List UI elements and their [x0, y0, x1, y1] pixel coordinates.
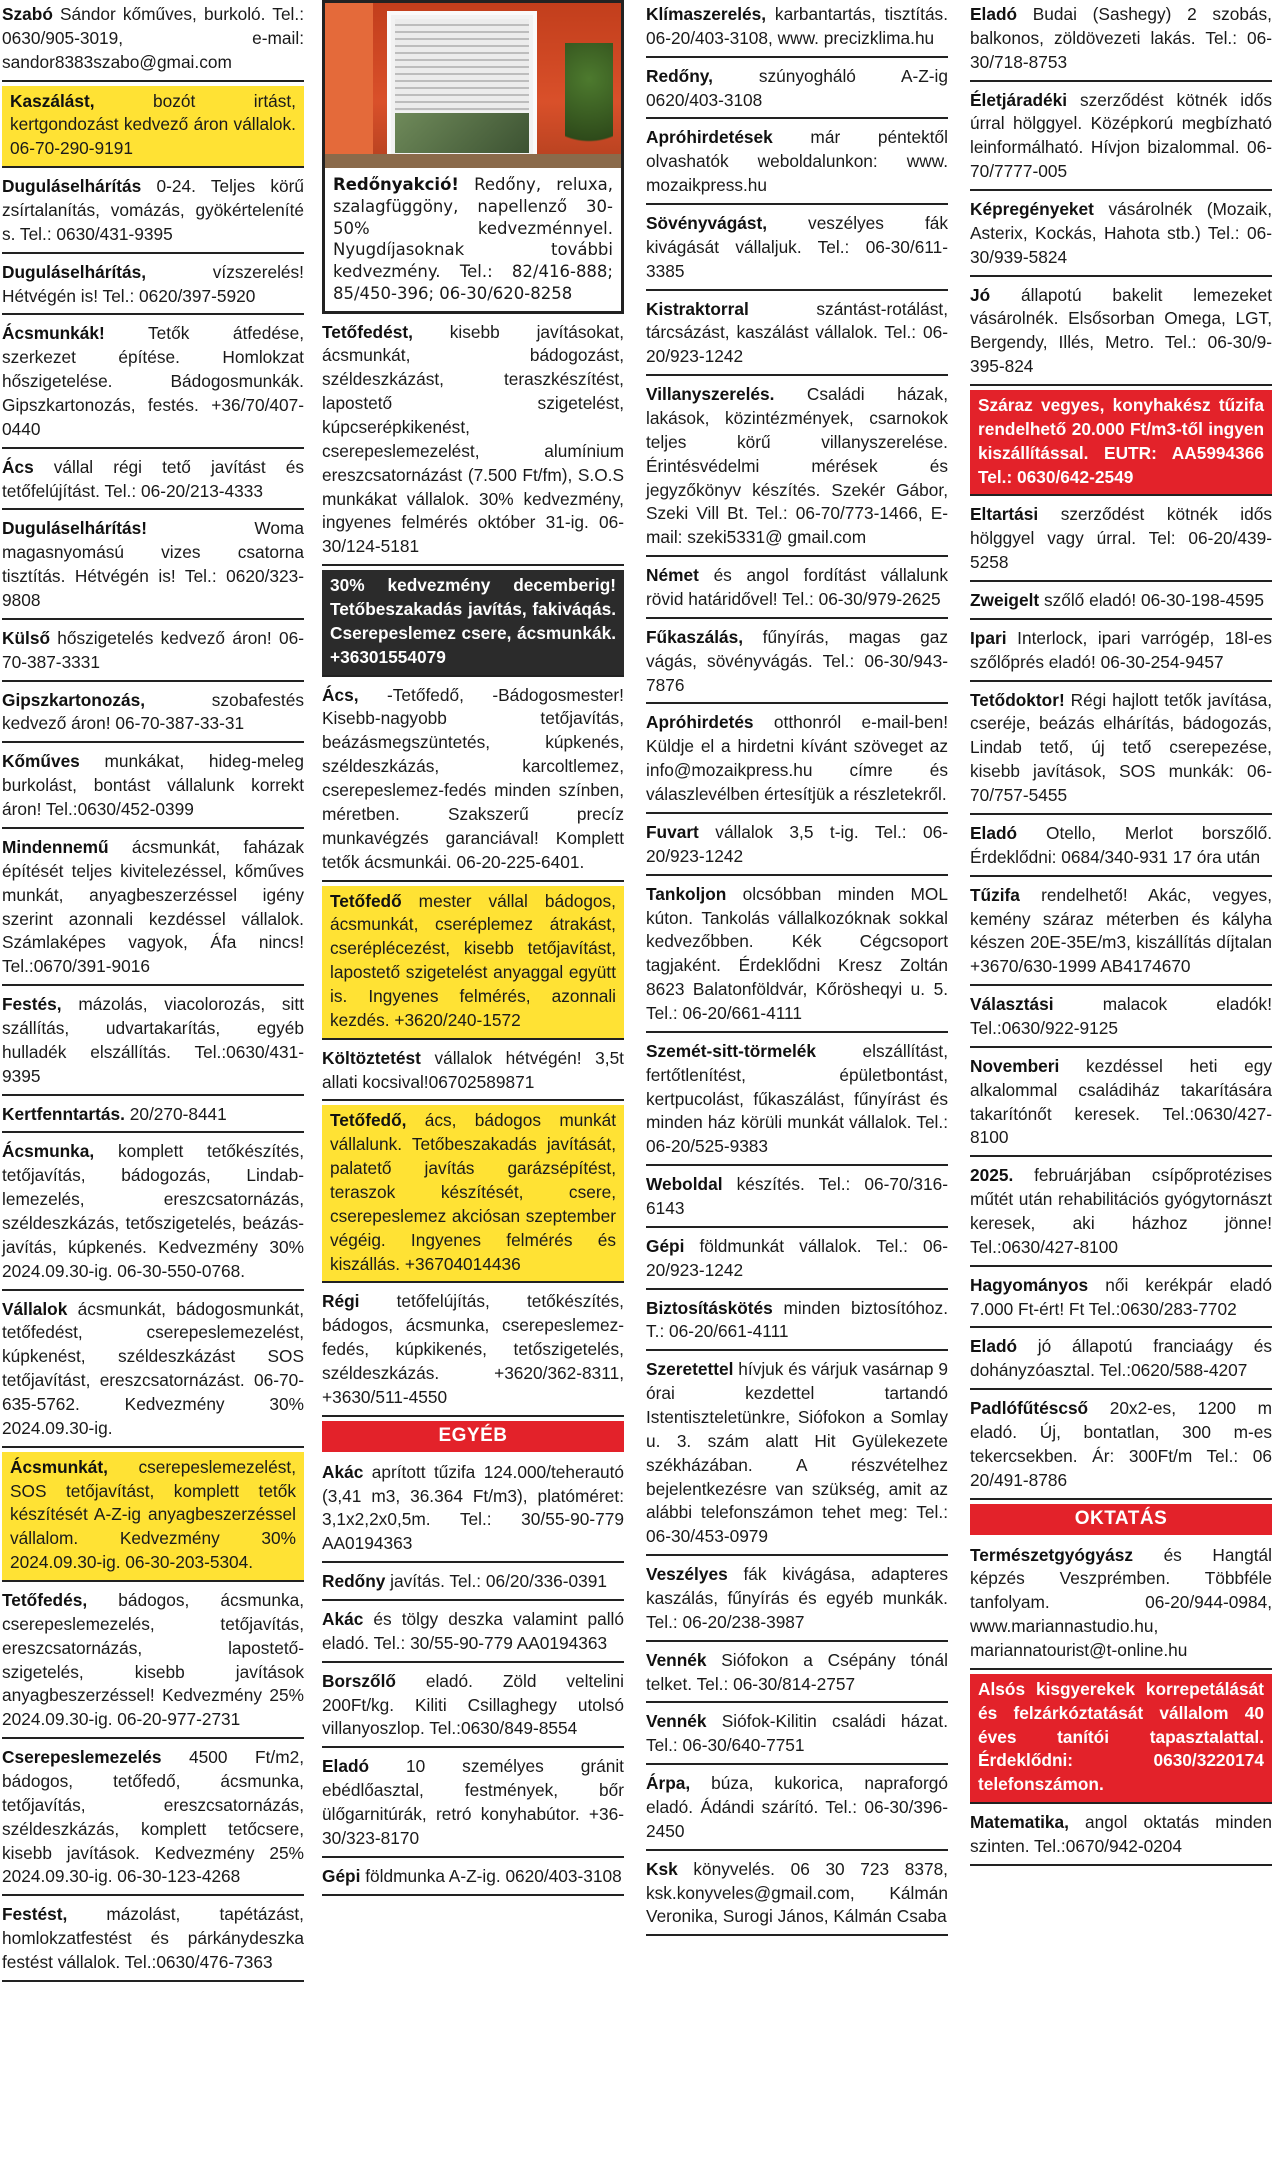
classified-ad [970, 624, 1272, 682]
window-shutter-photo [325, 3, 621, 168]
classified-ad [646, 380, 948, 557]
classified-ad [646, 123, 948, 205]
ad-body: szőlő eladó! 06-30-198-4595 [1039, 590, 1264, 611]
ad-body: rendelhető! Akác, vegyes, kemény száraz méterben és kályha készen 20E-35E/m3, kiszállítás díjtalan +3670/630-1999 AB4174670 [970, 884, 1272, 977]
ad-body: Woma magasnyomású vizes csatorna tisztítás. Hétvégén is! Tel.: 0620/323-9808 [2, 518, 304, 611]
classified-ad [970, 1674, 1272, 1804]
ad-body: vállalok 3,5 t-ig. Tel.: 06-20/923-1242 [646, 821, 948, 866]
classified-ad [970, 390, 1272, 496]
ad-body: vállal régi tető javítást és tetőfelújítást. Tel.: 06-20/213-4333 [2, 456, 304, 501]
ad-body: Interlock, ipari varrógép, 18l-es szőlőprés eladó! 06-30-254-9457 [970, 627, 1272, 672]
ad-lead: Tankoljon [646, 883, 727, 904]
ad-body: otthonról e-mail-ben! Küldje el a hirdetni kívánt szöveget az info@mozaikpress.hu címre és válaszlevélben értesítjük a részletekről. [646, 712, 948, 805]
ad-lead: Borszőlő [322, 1670, 396, 1691]
ad-lead: Eladó [970, 822, 1018, 843]
ad-lead: Választási [970, 994, 1054, 1015]
classified-ad [2, 453, 304, 511]
classified-ad [322, 1862, 624, 1896]
classified-ad [2, 1295, 304, 1448]
classified-ad [2, 990, 304, 1095]
ad-body: és angol fordítást vállalunk rövid határidővel! Tel.: 06-30/979-2625 [646, 565, 948, 610]
ad-lead: Ács [2, 456, 34, 477]
ad-lead: Tetőfedő [330, 890, 402, 911]
ad-body: már péntektől olvashatók weboldalunkon: www. mozaikpress.hu [646, 127, 948, 196]
ad-body: fák kivágása, adapteres kaszálás, fűnyírás és egyéb munkák. Tel.: 06-20/238-3987 [646, 1564, 948, 1632]
ad-lead: Akác [322, 1608, 364, 1629]
ad-lead: Gépi [322, 1865, 361, 1886]
ad-body: minden biztosítóhoz. T.: 06-20/661-4111 [646, 1297, 948, 1342]
classified-ad [322, 1105, 624, 1283]
ad-body: Családi házak, lakások, közintézmények, csarnokok teljes körű villanyszerelése. Érintésvédelmi mérések és jegyzőkönyv készítés. Szekér Gábor, Szeki Vill Bt. Tel.: 06-70/773-1466, E-mail: szeki5331@ gmail.com [646, 384, 948, 548]
ad-lead: Költöztetést [322, 1047, 421, 1068]
ad-body: szerződést kötnék idős hölggyel vagy úrral. Tel: 06-20/439-5258 [970, 504, 1272, 573]
ad-lead: Tetőfedés, [2, 1589, 88, 1610]
ad-body: jó állapotú franciaágy és dohányzóasztal. Tel.:0620/588-4207 [970, 1336, 1272, 1381]
column-4 [970, 0, 1272, 1870]
classified-ad [322, 1044, 624, 1102]
ad-lead: Ácsmunkát, [10, 1456, 108, 1477]
classified-ad [646, 1855, 948, 1937]
classified-ad [2, 1586, 304, 1739]
ad-body: karbantartás, tisztítás. 06-20/403-3108, www. precizklima.hu [646, 4, 948, 48]
ad-body: fűnyírás, magas gaz vágás, sövényvágás. Tel.: 06-30/943-7876 [646, 626, 948, 695]
ad-lead: Gépi [646, 1235, 685, 1256]
ad-body: szántást-rotálást, tárcsázást, kaszálást vállalok. Tel.: 06-20/923-1242 [646, 298, 948, 367]
classified-ad [970, 1541, 1272, 1670]
ad-body: szerződést kötnék idős úrral hölggyel. Középkorú megbízható leinformálható. Hívjon bizalommal. 06-70/7777-005 [970, 89, 1272, 182]
classified-ad [970, 1052, 1272, 1157]
ad-body: ács, bádogos munkát vállalunk. Tetőbeszakadás javítását, palatető javítás garázsépítést, teraszok készítését, csere, cserepeslemez akciósan szeptember végéig. Ingyenes felmérés és kiszállás. +36704014436 [330, 1110, 616, 1274]
classified-ad [2, 624, 304, 682]
ad-lead: Eladó [970, 4, 1018, 24]
classified-ad [322, 681, 624, 882]
classified-ad [322, 318, 624, 567]
ad-body: mester vállal bádogos, ácsmunkát, cseréplemez átrakást, cseréplécezést, kisebb tetőjavítást, lapostető szigetelést anyaggal együtt is. Ingyenes felmérés, azonnali kezdés. +3620/240-1572 [330, 890, 616, 1030]
column-4-ads-b [970, 1541, 1272, 1866]
classified-ad [646, 1560, 948, 1642]
ad-body: készítés. Tel.: 06-70/316-6143 [646, 1174, 948, 1218]
classified-ad [322, 886, 624, 1040]
classified-ad [646, 0, 948, 58]
column-2-ads-a [322, 318, 624, 1417]
ad-lead: Cserepeslemezelés [2, 1747, 162, 1768]
ad-body: munkákat, hideg-meleg burkolást, bontást vállalunk korrekt áron! Tel.:0630/452-0399 [2, 751, 304, 820]
ad-lead: Biztosításkötés [646, 1297, 773, 1318]
classified-ad [2, 319, 304, 448]
classified-ad [2, 0, 304, 82]
ad-lead: Német [646, 565, 699, 586]
ad-lead: Gipszkartonozás, [2, 689, 146, 710]
ad-body: Budai (Sashegy) 2 szobás, balkonos, zöldövezeti lakás. Tel.: 06-30/718-8753 [970, 4, 1272, 72]
classified-ad [646, 1769, 948, 1851]
ad-lead: Matematika, [970, 1812, 1069, 1833]
ad-body: szobafestés kedvező áron! 06-70-387-33-31 [2, 689, 304, 734]
ad-body: angol oktatás minden szinten. Tel.:0670/942-0204 [970, 1812, 1272, 1856]
ad-lead: Kaszálást, [10, 90, 95, 111]
ad-lead: Ipari [970, 627, 1007, 648]
ad-lead: Novemberi [970, 1055, 1060, 1076]
ad-lead: Ácsmunka, [2, 1141, 95, 1162]
ad-lead: Tetőfedő, [330, 1110, 407, 1131]
classified-ad [322, 570, 624, 676]
ad-body: komplett tetőkészítés, tetőjavítás, bádogozás, Lindab-lemezelés, ereszcsatornázás, széldeszkázás, tetőszigetelés, beázás-javítás, kúpkenés. Kedvezmény 30% 2024.09.30-ig. 06-30-550-0768. [2, 1141, 304, 1281]
ad-lead: Szabó [2, 4, 53, 24]
classified-ad [646, 1037, 948, 1166]
ad-lead: Fuvart [646, 821, 699, 842]
ad-body: aprított tűzifa 124.000/teherautó (3,41 m3, 36.364 Ft/m3), platóméret: 3,1x2,2x0,5m. Tel.: 30/55-90-779 AA0194363 [322, 1461, 624, 1554]
ad-lead: Veszélyes [646, 1564, 728, 1585]
classified-ad [2, 514, 304, 619]
ad-body: vállalok hétvégén! 3,5t allati kocsival!06702589871 [322, 1047, 624, 1092]
ad-lead: Természetgyógyász [970, 1544, 1133, 1565]
ad-lead: Tetőfedést, [322, 321, 413, 342]
classified-ad [970, 990, 1272, 1048]
classified-ad [646, 623, 948, 705]
ad-lead: Mindennemű [2, 836, 109, 857]
classified-ad [322, 1752, 624, 1857]
classified-ad [646, 708, 948, 813]
ad-body: februárjában csípőprotézises műtét után rehabilitációs gyógytornászt keresek, aki házhoz jönne! Tel.:0630/427-8100 [970, 1165, 1272, 1257]
ad-lead: Régi [322, 1291, 360, 1312]
ad-body: vízszerelés! Hétvégén is! Tel.: 0620/397-5920 [2, 261, 304, 306]
ad-body: 10 személyes gránit ebédlőasztal, festmények, bőr ülőgarnitúrák, retró konyhabútor. +36-30/323-8170 [322, 1756, 624, 1848]
ad-lead: Ácsmunkák! [2, 323, 105, 344]
classified-ad [970, 819, 1272, 877]
ad-lead: Duguláselhárítás [2, 176, 142, 197]
section-header-egyeb: EGYÉB [322, 1421, 624, 1452]
section-header-oktatas: OKTATÁS [970, 1504, 1272, 1535]
classified-ad [970, 1808, 1272, 1866]
ad-lead: Padlófűtéscső [970, 1398, 1089, 1419]
classified-ad [970, 86, 1272, 191]
ad-body: malacok eladók! Tel.:0630/922-9125 [970, 994, 1272, 1038]
classified-ad [2, 1452, 304, 1582]
ad-body: 0-24. Teljes körű zsírtalanítás, vomázás, gyökérteleníté s. Tel.: 0630/431-9395 [2, 176, 304, 244]
ad-lead: Tetődoktor! [970, 689, 1065, 710]
ad-lead: Redőnyakció! [333, 175, 459, 194]
shutter-promo-text [325, 168, 621, 305]
classified-ad [970, 500, 1272, 582]
ad-lead: Életjáradéki [970, 89, 1068, 110]
ad-body: szúnyogháló A-Z-ig 0620/403-3108 [646, 65, 948, 110]
ad-lead: Weboldal [646, 1174, 723, 1195]
classified-ad [2, 258, 304, 316]
ad-lead: Duguláselhárítás, [2, 261, 147, 282]
ad-body: 4500 Ft/m2, bádogos, tetőfedő, ácsmunka, tetőjavítás, ereszcsatornázás, széldeszkázás, komplett tetőcsere, kisebb javítások. Kedvezmény 25% 2024.09.30-ig. 06-30-123-4268 [2, 1747, 304, 1887]
ad-body: hívjuk és várjuk vasárnap 9 órai kezdettel tartandó Istentiszteletünkre, Siófokon a Somlay u. 3. szám alatt Hit Gyülekezete székházában. A részvételhez bejelentkezésre van szükség, amit az alábbi telefonszámon tehet meg: Tel.: 06-30/453-0979 [646, 1359, 948, 1547]
classified-ad [646, 818, 948, 876]
classified-ad [646, 1355, 948, 1556]
classified-ad [646, 880, 948, 1033]
ad-body: és Hangtál képzés Veszprémben. Többféle tanfolyam. 06-20/944-0984, www.mariannastudio.hu, mariannatourist@t-online.hu [970, 1544, 1272, 1660]
ad-body: Sándor kőműves, burkoló. Tel.: 0630/905-3019, e-mail: sandor8383szabo@gmai.com [2, 4, 304, 72]
classified-ad [322, 1567, 624, 1601]
ad-lead: Kőműves [2, 751, 80, 772]
ad-body: veszélyes fák kivágását vállaljuk. Tel.: 06-30/611-3385 [646, 213, 948, 281]
ad-body: búza, kukorica, napraforgó eladó. Ádándi szárító. Tel.: 06-30/396-2450 [646, 1773, 948, 1841]
classified-ad [2, 1100, 304, 1134]
ad-lead: Árpa, [646, 1773, 691, 1794]
ad-body: kezdéssel heti egy alkalommal családiház takarítására takarítónőt keresek. Tel.:0630/427-8100 [970, 1055, 1272, 1148]
ad-body: Tetők átfedése, szerkezet építése. Homlokzat hőszigetelése. Bádogosmunkák. Gipszkartonozás, festés. +36/70/407-0440 [2, 323, 304, 439]
column-1 [2, 0, 304, 1986]
ad-body: hőszigetelés kedvező áron! 06-70-387-3331 [2, 627, 304, 672]
ad-lead: Eladó [322, 1756, 370, 1777]
column-4-ads-a [970, 0, 1272, 1500]
ad-body: Otello, Merlot borszőlő. Érdeklődni: 0684/340-931 17 óra után [970, 822, 1272, 867]
ad-lead: Redőny [322, 1571, 386, 1592]
ad-lead: Szeretettel [646, 1359, 734, 1380]
ad-body: bozót irtást, kertgondozást kedvező áron vállalok. 06-70-290-9191 [10, 90, 296, 159]
ad-body: olcsóbban minden MOL kúton. Tankolás vállalkozóknak sokkal kedvezőbben. Kék Cégcsoport tagjaként. Érdeklődni Kresz Zoltán 8623 Balatonföldvár, Kőrösheqyi u. 5. Tel.: 06-20/661-4111 [646, 883, 948, 1023]
ad-body: 30% kedvezmény decemberig! Tetőbeszakadás javítás, fakiváqás. Cserepeslemez csere, ácsmunkák. +36301554079 [330, 575, 616, 667]
ad-lead: Kertfenntartás. [2, 1103, 125, 1124]
classified-ad [2, 1743, 304, 1896]
ad-lead: Eladó [970, 1336, 1018, 1357]
column-3 [646, 0, 948, 1940]
classified-ad [646, 1646, 948, 1704]
ad-body: ácsmunkát, faházak építését teljes kivitelezéssel, kőműves munkát, anyagbeszerzéssel igény szerint azonnali kezdéssel vállalok. Számlaképes vagyok, Áfa nincs! Tel.:0670/391-9016 [2, 836, 304, 977]
classified-ad [2, 833, 304, 986]
ad-body: tetőfelújítás, tetőkészítés, bádogos, ácsmunka, cserepeslemez-fedés, kúpkikenés, tetőszigetelés, széldeszkázás. +3620/362-8311, +3630/511-4550 [322, 1291, 624, 1407]
ad-lead: Klímaszerelés, [646, 4, 767, 24]
ad-body: Alsós kisgyerekek korrepetálását és felzárkóztatását vállalom 40 éves tanítói tapasztalattal. Érdeklődni: 0630/3220174 telefonszámon. [978, 1678, 1264, 1795]
ad-lead: Duguláselhárítás! [2, 518, 148, 539]
ad-body: földmunka A-Z-ig. 0620/403-3108 [360, 1865, 622, 1886]
ad-body: elszállítást, fertőtlenítést, épületbontást, kertpucolást, fűkaszálást, fűnyírást és minden ház körüli munkát vállalok. Tel.: 06-20/525-9383 [646, 1040, 948, 1157]
classified-ad [322, 1605, 624, 1663]
ad-lead: Festés, [2, 994, 62, 1015]
classified-ad [970, 881, 1272, 986]
ad-lead: Zweigelt [970, 590, 1040, 611]
ad-body: Régi hajlott tetők javítása, cseréje, beázás elhárítás, bádogozás, Lindab tető, új tető cserepezése, kisebb javítások, SOS munkák: 06-70/757-5455 [970, 689, 1272, 806]
classified-ad [970, 1271, 1272, 1329]
classified-ad [2, 747, 304, 829]
ad-lead: Külső [2, 627, 51, 648]
classified-ad [2, 172, 304, 254]
classified-ad [646, 1707, 948, 1765]
ad-lead: Apróhirdetés [646, 712, 754, 733]
ad-body: Redőny, reluxa, szalagfüggöny, napellenző 30-50% kedvezménnyel. Nyugdíjasoknak további kedvezmény. Tel.: 82/416-888; 85/450-396; 06-30/620-8258 [333, 175, 613, 303]
classified-ad [970, 1332, 1272, 1390]
classified-ad [646, 62, 948, 120]
ad-body: cserepeslemezelést, SOS tetőjavítást, komplett tetők készítését A-Z-ig anyagbeszerzéssel vállalom. Kedvezmény 30% 2024.09.30-ig. 06-30-203-5304. [10, 1456, 296, 1573]
classified-ad [322, 1287, 624, 1416]
ad-body: 20/270-8441 [124, 1103, 227, 1124]
ad-body: földmunkát vállalok. Tel.: 06-20/923-1242 [646, 1235, 948, 1280]
ad-lead: Apróhirdetések [646, 127, 773, 148]
ad-lead: Akác [322, 1461, 364, 1482]
classified-ad [970, 0, 1272, 82]
classified-ad [2, 86, 304, 169]
ad-lead: Redőny, [646, 65, 713, 86]
classified-ad [2, 1900, 304, 1982]
classified-ad [322, 1458, 624, 1563]
classified-ad [970, 586, 1272, 620]
classified-ad [646, 1232, 948, 1290]
ad-body: mázolást, tapétázást, homlokzatfestést és párkánydeszka festést vállalok. Tel.:0630/476-7363 [2, 1904, 304, 1973]
ad-lead: Villanyszerelés. [646, 384, 775, 405]
ad-lead: Vállalok [2, 1298, 68, 1319]
ad-body: állapotú bakelit lemezeket vásárolnék. Elsősorban Omega, LGT, Bergendy, Illés, Metro. Tel.: 06-30/9-395-824 [970, 284, 1272, 377]
column-2-ads-b [322, 1458, 624, 1896]
classified-ad [646, 209, 948, 291]
ad-body: javítás. Tel.: 06/20/336-0391 [385, 1571, 607, 1592]
ad-body: bádogos, ácsmunka, cserepeslemezelés, tetőjavítás, ereszcsatornázás, lapostető-szigetelés, kisebb javítások anyagbeszerzéssel! Kedvezmény 25% 2024.09.30-ig. 06-20-977-2731 [2, 1589, 304, 1730]
classified-ad [646, 561, 948, 619]
classified-ad [646, 1170, 948, 1228]
ad-body: mázolás, viacolorozás, sitt szállítás, udvartakarítás, egyéb hulladék elszállítás. Tel.:0630/431-9395 [2, 994, 304, 1086]
ad-lead: Szemét-sitt-törmelék [646, 1040, 816, 1061]
classified-ad [970, 1161, 1272, 1266]
classified-ad [2, 686, 304, 744]
ad-body: Siófokon a Csépány tónál telket. Tel.: 06-30/814-2757 [646, 1649, 948, 1694]
ad-lead: Tűzifa [970, 884, 1020, 905]
ad-lead: Eltartási [970, 504, 1039, 525]
ad-lead: Ksk [646, 1858, 678, 1879]
ad-lead: Képregényeket [970, 199, 1094, 220]
ad-lead: Vennék [646, 1711, 707, 1732]
classified-ad [970, 1394, 1272, 1499]
ad-lead: Fűkaszálás, [646, 626, 744, 647]
classified-ad [970, 686, 1272, 815]
ad-body: kisebb javításokat, ácsmunkát, bádogozást, széldeszkázást, teraszkészítést, lapostető szigetelést, kúpcserépkikenést, cserepeslemezelést, alumínium ereszcsatornázást (7.500 Ft/fm), S.O.S munkákat vállalok. 30% kedvezmény, ingyenes felmérés október 31-ig. 06-30/124-5181 [322, 321, 624, 557]
classified-ad [322, 1667, 624, 1749]
ad-body: ácsmunkát, bádogosmunkát, tetőfedést, cserepeslemezelést, kúpkenést, széldeszkázást SOS tetőjavítást, ereszcsatornázást. 06-70-635-5762. Kedvezmény 30% 2024.09.30-ig. [2, 1298, 304, 1438]
ad-body: és tölgy deszka valamint palló eladó. Tel.: 30/55-90-779 AA0194363 [322, 1608, 624, 1653]
classified-ad [646, 295, 948, 377]
ad-body: -Tetőfedő, -Bádogosmester! Kisebb-nagyobb tetőjavítás, beázásmegszüntetés, kúpkenés, széldeszkázás, karcoltlemez, cserepeslemez-fedés minden színben, méretben. Szakszerű precíz munkavégzés garanciával! Komplett tetők ácsmunkái. 06-20-225-6401. [322, 684, 624, 872]
ad-lead: Kistraktorral [646, 298, 749, 319]
ad-lead: Ács, [322, 684, 359, 705]
ad-lead: Jó [970, 284, 991, 305]
ad-body: 20x2-es, 1200 m eladó. Új, bontatlan, 300 m-es tekercsekben. Ár: 300Ft/m Tel.: 06 20/491-8786 [970, 1398, 1272, 1490]
classified-ad [2, 1137, 304, 1290]
ad-lead: Sövényvágást, [646, 213, 768, 234]
classified-ad [970, 281, 1272, 386]
ad-body: eladó. Zöld veltelini 200Ft/kg. Kiliti Csillaghegy utolsó villanyoszlop. Tel.:0630/849-8554 [322, 1670, 624, 1739]
ad-body: Száraz vegyes, konyhakész tűzifa rendelhető 20.000 Ft/m3-től ingyen kiszállítással. EUTR: AA5994366 Tel.: 0630/642-2549 [978, 395, 1264, 487]
ad-body: Siófok-Kilitin családi házat. Tel.: 06-30/640-7751 [646, 1711, 948, 1756]
classified-ad [646, 1294, 948, 1352]
shutter-promo-ad [322, 0, 624, 314]
ad-lead: 2025. [970, 1165, 1014, 1186]
ad-body: női kerékpár eladó 7.000 Ft-ért! Ft Tel.:0630/283-7702 [970, 1274, 1272, 1319]
ad-lead: Hagyományos [970, 1274, 1089, 1295]
classified-ad [970, 195, 1272, 277]
ad-lead: Festést, [2, 1904, 68, 1925]
ad-lead: Vennék [646, 1649, 707, 1670]
ad-body: könyvelés. 06 30 723 8378, ksk.konyveles@gmail.com, Kálmán Veronika, Surogi János, Kálmán Csaba [646, 1858, 948, 1927]
ad-body: vásárolnék (Mozaik, Asterix, Kockás, Hahota stb.) Tel.: 06-30/939-5824 [970, 199, 1272, 267]
column-2 [322, 0, 624, 1900]
